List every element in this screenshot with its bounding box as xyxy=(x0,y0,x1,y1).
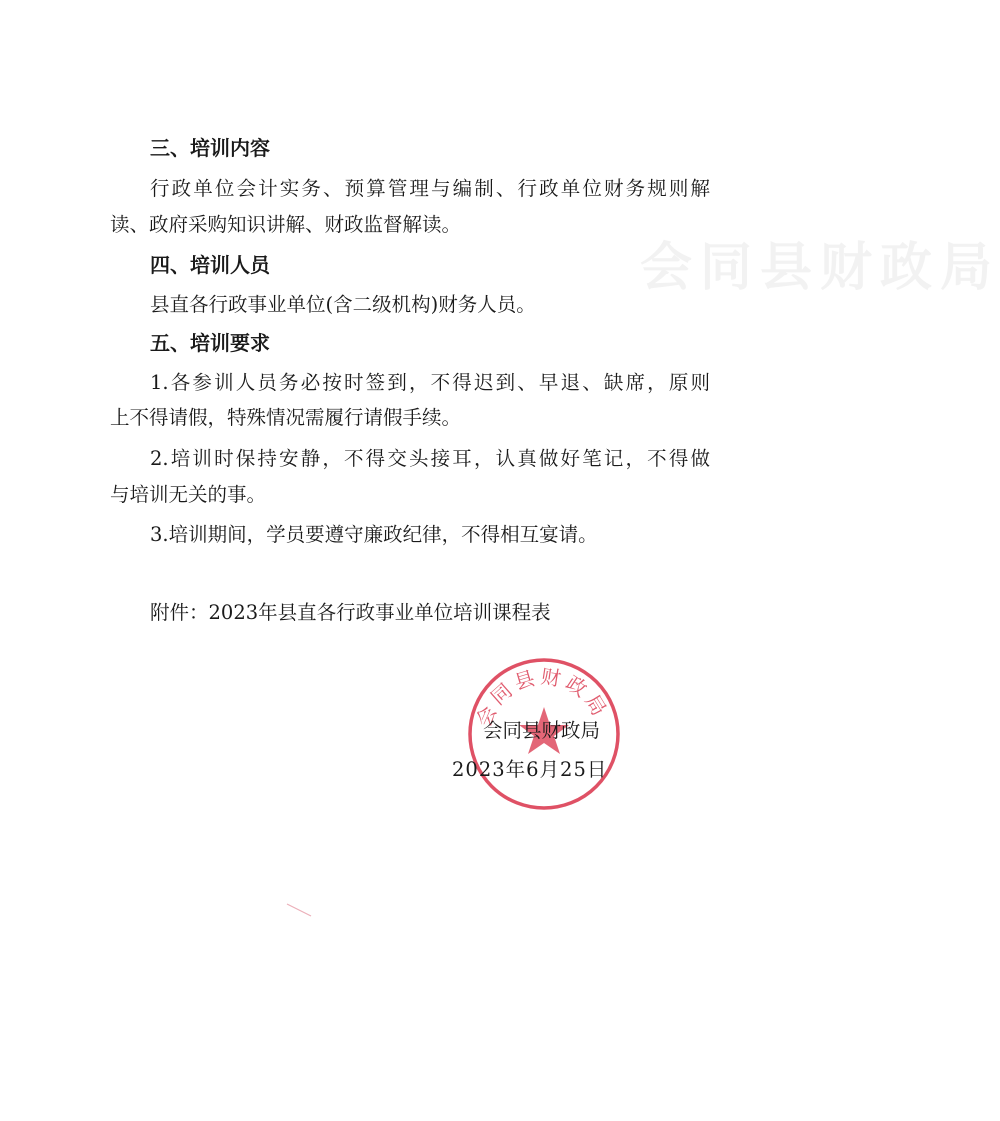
requirement-2-line-1: 2.培训时保持安静，不得交头接耳，认真做好笔记，不得做 xyxy=(150,447,710,470)
section-3-heading: 三、培训内容 xyxy=(150,136,270,160)
requirement-1-line-2: 上不得请假，特殊情况需履行请假手续。 xyxy=(110,406,462,429)
section-5-heading: 五、培训要求 xyxy=(150,331,270,355)
attachment-line: 附件：2023年县直各行政事业单位培训课程表 xyxy=(150,601,551,624)
ink-scratch-mark xyxy=(285,900,315,920)
section-3-paragraph-line-1: 行政单位会计实务、预算管理与编制、行政单位财务规则解 xyxy=(150,177,710,200)
section-4-paragraph: 县直各行政事业单位(含二级机构)财务人员。 xyxy=(150,293,536,316)
bleed-through-text: 会同县财政局 xyxy=(640,237,1000,298)
signature-date: 2023年6月25日 xyxy=(452,758,608,781)
seal-arc-text: 会同县财政局 xyxy=(471,664,614,731)
section-4-heading: 四、培训人员 xyxy=(150,253,270,277)
requirement-3-line-1: 3.培训期间，学员要遵守廉政纪律，不得相互宴请。 xyxy=(150,523,598,546)
signature-organization: 会同县财政局 xyxy=(483,719,601,742)
requirement-1-line-1: 1.各参训人员务必按时签到，不得迟到、早退、缺席，原则 xyxy=(150,371,710,394)
requirement-2-line-2: 与培训无关的事。 xyxy=(110,483,267,506)
section-3-paragraph-line-2: 读、政府采购知识讲解、财政监督解读。 xyxy=(110,213,462,236)
